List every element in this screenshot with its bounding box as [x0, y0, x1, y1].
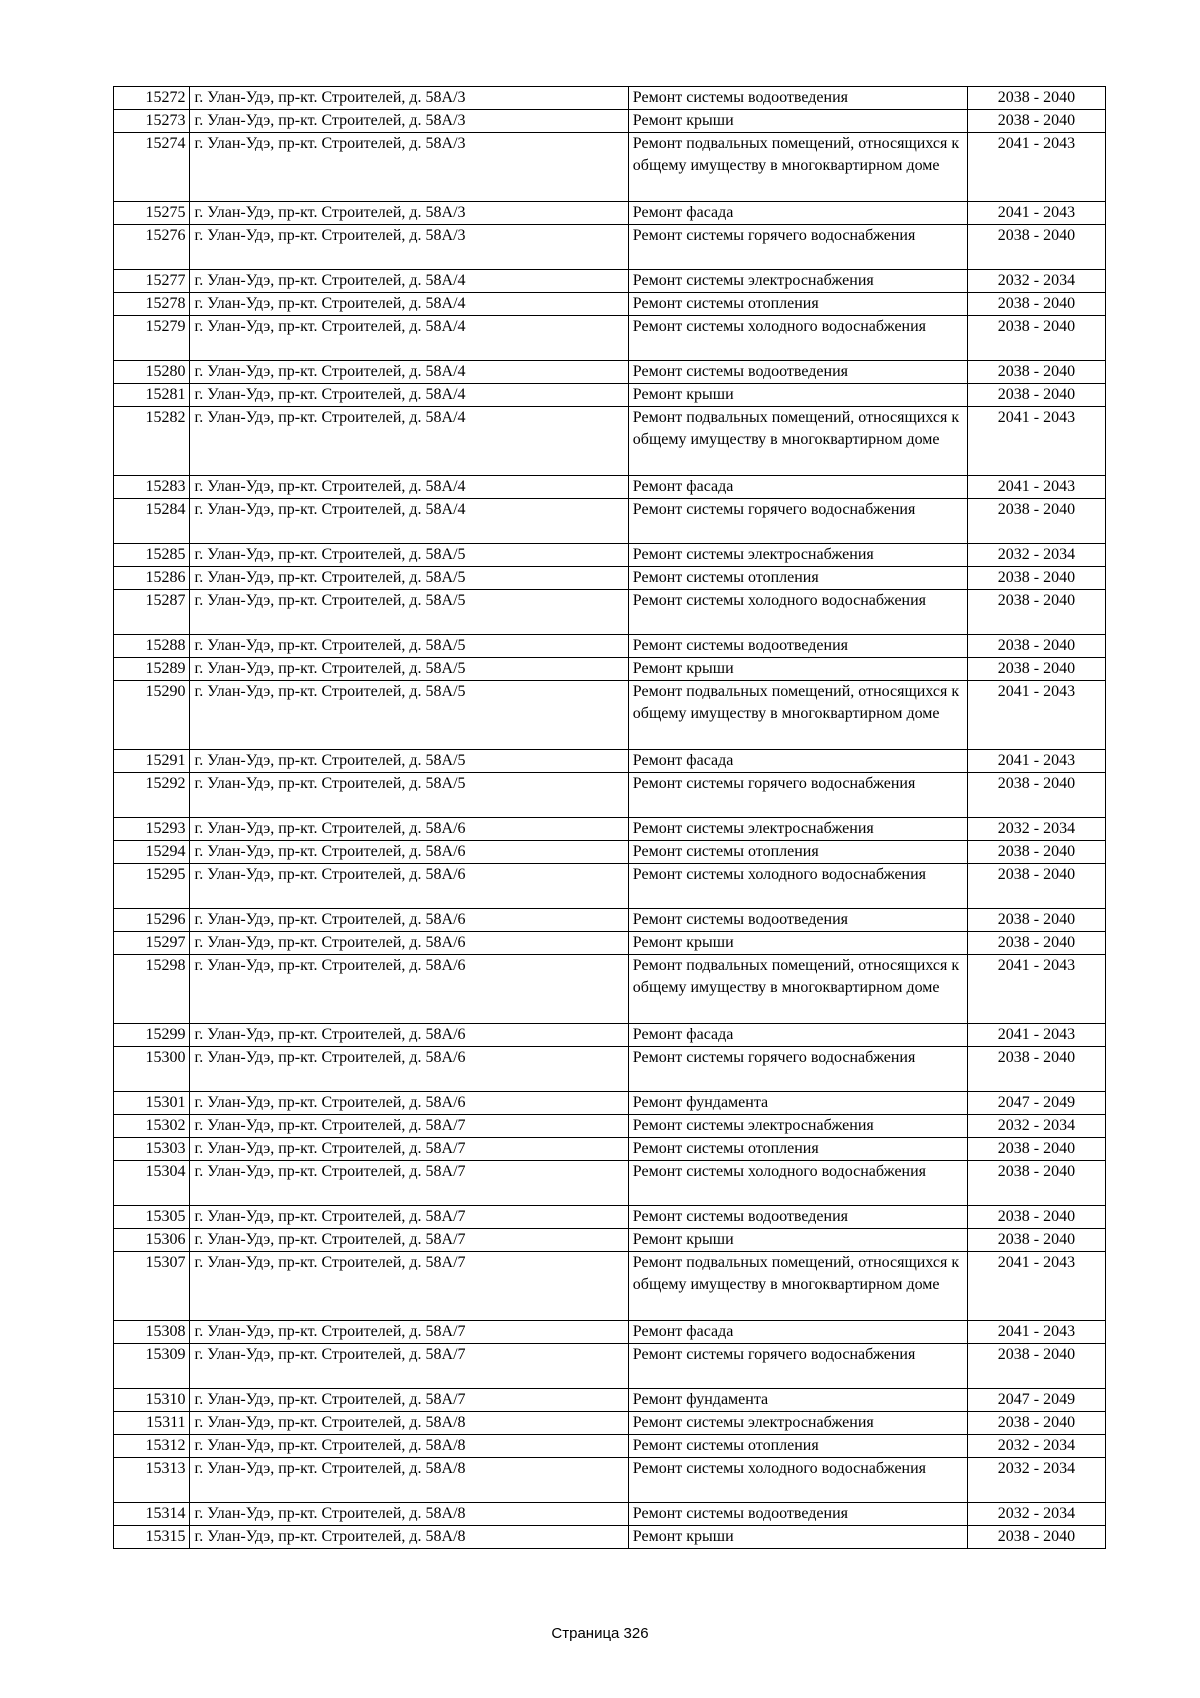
- work-type-cell: Ремонт фундамента: [628, 1389, 967, 1412]
- table-row: [114, 841, 1106, 864]
- work-type-cell: Ремонт крыши: [628, 1526, 967, 1549]
- row-number-cell: 15285: [114, 544, 190, 567]
- work-type-cell: Ремонт подвальных помещений, относящихся к общему имуществу в многоквартирном доме: [628, 955, 967, 1024]
- work-type-cell: Ремонт системы водоотведения: [628, 635, 967, 658]
- row-number-cell: 15302: [114, 1115, 190, 1138]
- table-row: [114, 864, 1106, 909]
- period-cell: 2038 - 2040: [967, 87, 1105, 110]
- address-cell: г. Улан-Удэ, пр-кт. Строителей, д. 58А/6: [190, 909, 628, 932]
- table-row: [114, 955, 1106, 1024]
- period-cell: 2032 - 2034: [967, 544, 1105, 567]
- period-cell: 2041 - 2043: [967, 1252, 1105, 1321]
- address-cell: г. Улан-Удэ, пр-кт. Строителей, д. 58А/3: [190, 133, 628, 202]
- work-type-cell: Ремонт системы горячего водоснабжения: [628, 1344, 967, 1389]
- table-row: [114, 750, 1106, 773]
- work-type-cell: Ремонт фундамента: [628, 1092, 967, 1115]
- table-row: [114, 1024, 1106, 1047]
- row-number-cell: 15300: [114, 1047, 190, 1092]
- period-cell: 2032 - 2034: [967, 1435, 1105, 1458]
- work-type-cell: Ремонт системы горячего водоснабжения: [628, 773, 967, 818]
- table-row: [114, 1526, 1106, 1549]
- row-number-cell: 15291: [114, 750, 190, 773]
- table-row: [114, 202, 1106, 225]
- address-cell: г. Улан-Удэ, пр-кт. Строителей, д. 58А/5: [190, 544, 628, 567]
- work-type-cell: Ремонт подвальных помещений, относящихся к общему имуществу в многоквартирном доме: [628, 1252, 967, 1321]
- period-cell: 2038 - 2040: [967, 110, 1105, 133]
- address-cell: г. Улан-Удэ, пр-кт. Строителей, д. 58А/7: [190, 1115, 628, 1138]
- period-cell: 2038 - 2040: [967, 1047, 1105, 1092]
- table-row: [114, 1389, 1106, 1412]
- address-cell: г. Улан-Удэ, пр-кт. Строителей, д. 58А/5: [190, 681, 628, 750]
- work-type-cell: Ремонт крыши: [628, 384, 967, 407]
- work-type-cell: Ремонт крыши: [628, 658, 967, 681]
- table-row: [114, 544, 1106, 567]
- row-number-cell: 15286: [114, 567, 190, 590]
- table-row: [114, 225, 1106, 270]
- period-cell: 2047 - 2049: [967, 1389, 1105, 1412]
- work-type-cell: Ремонт системы холодного водоснабжения: [628, 1161, 967, 1206]
- table-row: [114, 476, 1106, 499]
- period-cell: 2038 - 2040: [967, 384, 1105, 407]
- period-cell: 2041 - 2043: [967, 1321, 1105, 1344]
- address-cell: г. Улан-Удэ, пр-кт. Строителей, д. 58А/5: [190, 590, 628, 635]
- work-type-cell: Ремонт системы водоотведения: [628, 1503, 967, 1526]
- address-cell: г. Улан-Удэ, пр-кт. Строителей, д. 58А/3: [190, 87, 628, 110]
- work-type-cell: Ремонт системы водоотведения: [628, 87, 967, 110]
- table-row: [114, 658, 1106, 681]
- table-row: [114, 773, 1106, 818]
- row-number-cell: 15295: [114, 864, 190, 909]
- row-number-cell: 15275: [114, 202, 190, 225]
- row-number-cell: 15289: [114, 658, 190, 681]
- table-row: [114, 909, 1106, 932]
- period-cell: 2038 - 2040: [967, 590, 1105, 635]
- period-cell: 2038 - 2040: [967, 1412, 1105, 1435]
- table-row: [114, 635, 1106, 658]
- address-cell: г. Улан-Удэ, пр-кт. Строителей, д. 58А/8: [190, 1526, 628, 1549]
- work-type-cell: Ремонт системы водоотведения: [628, 909, 967, 932]
- work-type-cell: Ремонт подвальных помещений, относящихся к общему имуществу в многоквартирном доме: [628, 407, 967, 476]
- address-cell: г. Улан-Удэ, пр-кт. Строителей, д. 58А/4: [190, 407, 628, 476]
- period-cell: 2041 - 2043: [967, 750, 1105, 773]
- table-row: [114, 1206, 1106, 1229]
- work-type-cell: Ремонт крыши: [628, 1229, 967, 1252]
- work-type-cell: Ремонт системы отопления: [628, 1435, 967, 1458]
- address-cell: г. Улан-Удэ, пр-кт. Строителей, д. 58А/4: [190, 293, 628, 316]
- work-type-cell: Ремонт системы холодного водоснабжения: [628, 590, 967, 635]
- row-number-cell: 15276: [114, 225, 190, 270]
- row-number-cell: 15292: [114, 773, 190, 818]
- table-row: [114, 1344, 1106, 1389]
- address-cell: г. Улан-Удэ, пр-кт. Строителей, д. 58А/4: [190, 499, 628, 544]
- address-cell: г. Улан-Удэ, пр-кт. Строителей, д. 58А/7: [190, 1138, 628, 1161]
- work-type-cell: Ремонт системы горячего водоснабжения: [628, 1047, 967, 1092]
- row-number-cell: 15299: [114, 1024, 190, 1047]
- row-number-cell: 15293: [114, 818, 190, 841]
- repair-schedule-table: [113, 86, 1106, 1549]
- period-cell: 2032 - 2034: [967, 1458, 1105, 1503]
- address-cell: г. Улан-Удэ, пр-кт. Строителей, д. 58А/4: [190, 476, 628, 499]
- address-cell: г. Улан-Удэ, пр-кт. Строителей, д. 58А/8: [190, 1435, 628, 1458]
- row-number-cell: 15282: [114, 407, 190, 476]
- row-number-cell: 15301: [114, 1092, 190, 1115]
- row-number-cell: 15296: [114, 909, 190, 932]
- table-row: [114, 293, 1106, 316]
- table-row: [114, 1503, 1106, 1526]
- period-cell: 2038 - 2040: [967, 1229, 1105, 1252]
- row-number-cell: 15311: [114, 1412, 190, 1435]
- table-row: [114, 110, 1106, 133]
- work-type-cell: Ремонт крыши: [628, 110, 967, 133]
- period-cell: 2038 - 2040: [967, 864, 1105, 909]
- period-cell: 2038 - 2040: [967, 361, 1105, 384]
- row-number-cell: 15313: [114, 1458, 190, 1503]
- row-number-cell: 15297: [114, 932, 190, 955]
- period-cell: 2038 - 2040: [967, 1526, 1105, 1549]
- address-cell: г. Улан-Удэ, пр-кт. Строителей, д. 58А/7: [190, 1229, 628, 1252]
- address-cell: г. Улан-Удэ, пр-кт. Строителей, д. 58А/8: [190, 1503, 628, 1526]
- work-type-cell: Ремонт системы водоотведения: [628, 361, 967, 384]
- address-cell: г. Улан-Удэ, пр-кт. Строителей, д. 58А/6: [190, 932, 628, 955]
- row-number-cell: 15274: [114, 133, 190, 202]
- work-type-cell: Ремонт крыши: [628, 932, 967, 955]
- period-cell: 2038 - 2040: [967, 1206, 1105, 1229]
- work-type-cell: Ремонт подвальных помещений, относящихся к общему имуществу в многоквартирном доме: [628, 133, 967, 202]
- address-cell: г. Улан-Удэ, пр-кт. Строителей, д. 58А/7: [190, 1344, 628, 1389]
- row-number-cell: 15290: [114, 681, 190, 750]
- work-type-cell: Ремонт системы электроснабжения: [628, 1412, 967, 1435]
- period-cell: 2038 - 2040: [967, 225, 1105, 270]
- work-type-cell: Ремонт фасада: [628, 202, 967, 225]
- table-row: [114, 1161, 1106, 1206]
- table-body: [114, 87, 1106, 1549]
- work-type-cell: Ремонт системы отопления: [628, 567, 967, 590]
- work-type-cell: Ремонт системы холодного водоснабжения: [628, 1458, 967, 1503]
- work-type-cell: Ремонт фасада: [628, 750, 967, 773]
- row-number-cell: 15273: [114, 110, 190, 133]
- work-type-cell: Ремонт системы электроснабжения: [628, 1115, 967, 1138]
- row-number-cell: 15280: [114, 361, 190, 384]
- row-number-cell: 15277: [114, 270, 190, 293]
- address-cell: г. Улан-Удэ, пр-кт. Строителей, д. 58А/6: [190, 1047, 628, 1092]
- table-row: [114, 1321, 1106, 1344]
- period-cell: 2038 - 2040: [967, 499, 1105, 544]
- row-number-cell: 15315: [114, 1526, 190, 1549]
- row-number-cell: 15309: [114, 1344, 190, 1389]
- work-type-cell: Ремонт системы отопления: [628, 1138, 967, 1161]
- address-cell: г. Улан-Удэ, пр-кт. Строителей, д. 58А/7: [190, 1321, 628, 1344]
- table-row: [114, 270, 1106, 293]
- table-row: [114, 1047, 1106, 1092]
- address-cell: г. Улан-Удэ, пр-кт. Строителей, д. 58А/4: [190, 316, 628, 361]
- address-cell: г. Улан-Удэ, пр-кт. Строителей, д. 58А/3: [190, 110, 628, 133]
- work-type-cell: Ремонт системы электроснабжения: [628, 270, 967, 293]
- period-cell: 2032 - 2034: [967, 270, 1105, 293]
- period-cell: 2038 - 2040: [967, 932, 1105, 955]
- address-cell: г. Улан-Удэ, пр-кт. Строителей, д. 58А/7: [190, 1161, 628, 1206]
- address-cell: г. Улан-Удэ, пр-кт. Строителей, д. 58А/4: [190, 384, 628, 407]
- table-row: [114, 1435, 1106, 1458]
- row-number-cell: 15307: [114, 1252, 190, 1321]
- table-row: [114, 1412, 1106, 1435]
- row-number-cell: 15298: [114, 955, 190, 1024]
- period-cell: 2041 - 2043: [967, 955, 1105, 1024]
- period-cell: 2038 - 2040: [967, 841, 1105, 864]
- period-cell: 2041 - 2043: [967, 202, 1105, 225]
- work-type-cell: Ремонт системы водоотведения: [628, 1206, 967, 1229]
- address-cell: г. Улан-Удэ, пр-кт. Строителей, д. 58А/5: [190, 635, 628, 658]
- table-row: [114, 499, 1106, 544]
- table-row: [114, 1138, 1106, 1161]
- address-cell: г. Улан-Удэ, пр-кт. Строителей, д. 58А/5: [190, 750, 628, 773]
- address-cell: г. Улан-Удэ, пр-кт. Строителей, д. 58А/7: [190, 1206, 628, 1229]
- table-row: [114, 361, 1106, 384]
- period-cell: 2038 - 2040: [967, 1138, 1105, 1161]
- address-cell: г. Улан-Удэ, пр-кт. Строителей, д. 58А/6: [190, 841, 628, 864]
- address-cell: г. Улан-Удэ, пр-кт. Строителей, д. 58А/5: [190, 567, 628, 590]
- table-row: [114, 133, 1106, 202]
- work-type-cell: Ремонт системы холодного водоснабжения: [628, 316, 967, 361]
- row-number-cell: 15305: [114, 1206, 190, 1229]
- table-row: [114, 681, 1106, 750]
- period-cell: 2032 - 2034: [967, 818, 1105, 841]
- address-cell: г. Улан-Удэ, пр-кт. Строителей, д. 58А/8: [190, 1458, 628, 1503]
- row-number-cell: 15278: [114, 293, 190, 316]
- period-cell: 2041 - 2043: [967, 476, 1105, 499]
- table-row: [114, 932, 1106, 955]
- work-type-cell: Ремонт системы отопления: [628, 293, 967, 316]
- table-row: [114, 590, 1106, 635]
- table-row: [114, 384, 1106, 407]
- work-type-cell: Ремонт фасада: [628, 1024, 967, 1047]
- address-cell: г. Улан-Удэ, пр-кт. Строителей, д. 58А/6: [190, 818, 628, 841]
- address-cell: г. Улан-Удэ, пр-кт. Строителей, д. 58А/6: [190, 1092, 628, 1115]
- work-type-cell: Ремонт системы горячего водоснабжения: [628, 225, 967, 270]
- page-number: Страница 326: [551, 1625, 649, 1642]
- address-cell: г. Улан-Удэ, пр-кт. Строителей, д. 58А/4: [190, 361, 628, 384]
- period-cell: 2038 - 2040: [967, 316, 1105, 361]
- work-type-cell: Ремонт системы электроснабжения: [628, 544, 967, 567]
- address-cell: г. Улан-Удэ, пр-кт. Строителей, д. 58А/8: [190, 1412, 628, 1435]
- row-number-cell: 15272: [114, 87, 190, 110]
- table-row: [114, 407, 1106, 476]
- table-row: [114, 818, 1106, 841]
- row-number-cell: 15308: [114, 1321, 190, 1344]
- table-row: [114, 1458, 1106, 1503]
- work-type-cell: Ремонт подвальных помещений, относящихся к общему имуществу в многоквартирном доме: [628, 681, 967, 750]
- address-cell: г. Улан-Удэ, пр-кт. Строителей, д. 58А/7: [190, 1389, 628, 1412]
- table-row: [114, 316, 1106, 361]
- table-row: [114, 1092, 1106, 1115]
- row-number-cell: 15312: [114, 1435, 190, 1458]
- period-cell: 2038 - 2040: [967, 293, 1105, 316]
- work-type-cell: Ремонт системы электроснабжения: [628, 818, 967, 841]
- period-cell: 2041 - 2043: [967, 407, 1105, 476]
- period-cell: 2038 - 2040: [967, 658, 1105, 681]
- work-type-cell: Ремонт системы холодного водоснабжения: [628, 864, 967, 909]
- row-number-cell: 15281: [114, 384, 190, 407]
- period-cell: 2038 - 2040: [967, 635, 1105, 658]
- address-cell: г. Улан-Удэ, пр-кт. Строителей, д. 58А/7: [190, 1252, 628, 1321]
- period-cell: 2032 - 2034: [967, 1115, 1105, 1138]
- table-row: [114, 1229, 1106, 1252]
- period-cell: 2032 - 2034: [967, 1503, 1105, 1526]
- period-cell: 2047 - 2049: [967, 1092, 1105, 1115]
- row-number-cell: 15303: [114, 1138, 190, 1161]
- row-number-cell: 15304: [114, 1161, 190, 1206]
- period-cell: 2041 - 2043: [967, 1024, 1105, 1047]
- period-cell: 2038 - 2040: [967, 1344, 1105, 1389]
- address-cell: г. Улан-Удэ, пр-кт. Строителей, д. 58А/6: [190, 1024, 628, 1047]
- period-cell: 2041 - 2043: [967, 133, 1105, 202]
- table-row: [114, 1115, 1106, 1138]
- table-row: [114, 1252, 1106, 1321]
- row-number-cell: 15310: [114, 1389, 190, 1412]
- work-type-cell: Ремонт системы отопления: [628, 841, 967, 864]
- address-cell: г. Улан-Удэ, пр-кт. Строителей, д. 58А/4: [190, 270, 628, 293]
- period-cell: 2038 - 2040: [967, 567, 1105, 590]
- row-number-cell: 15288: [114, 635, 190, 658]
- address-cell: г. Улан-Удэ, пр-кт. Строителей, д. 58А/5: [190, 658, 628, 681]
- period-cell: 2038 - 2040: [967, 909, 1105, 932]
- row-number-cell: 15284: [114, 499, 190, 544]
- address-cell: г. Улан-Удэ, пр-кт. Строителей, д. 58А/3: [190, 225, 628, 270]
- address-cell: г. Улан-Удэ, пр-кт. Строителей, д. 58А/6: [190, 864, 628, 909]
- address-cell: г. Улан-Удэ, пр-кт. Строителей, д. 58А/3: [190, 202, 628, 225]
- row-number-cell: 15287: [114, 590, 190, 635]
- row-number-cell: 15294: [114, 841, 190, 864]
- address-cell: г. Улан-Удэ, пр-кт. Строителей, д. 58А/5: [190, 773, 628, 818]
- row-number-cell: 15279: [114, 316, 190, 361]
- address-cell: г. Улан-Удэ, пр-кт. Строителей, д. 58А/6: [190, 955, 628, 1024]
- row-number-cell: 15314: [114, 1503, 190, 1526]
- work-type-cell: Ремонт фасада: [628, 476, 967, 499]
- work-type-cell: Ремонт фасада: [628, 1321, 967, 1344]
- table-row: [114, 87, 1106, 110]
- row-number-cell: 15283: [114, 476, 190, 499]
- period-cell: 2041 - 2043: [967, 681, 1105, 750]
- table-row: [114, 567, 1106, 590]
- row-number-cell: 15306: [114, 1229, 190, 1252]
- work-type-cell: Ремонт системы горячего водоснабжения: [628, 499, 967, 544]
- period-cell: 2038 - 2040: [967, 1161, 1105, 1206]
- period-cell: 2038 - 2040: [967, 773, 1105, 818]
